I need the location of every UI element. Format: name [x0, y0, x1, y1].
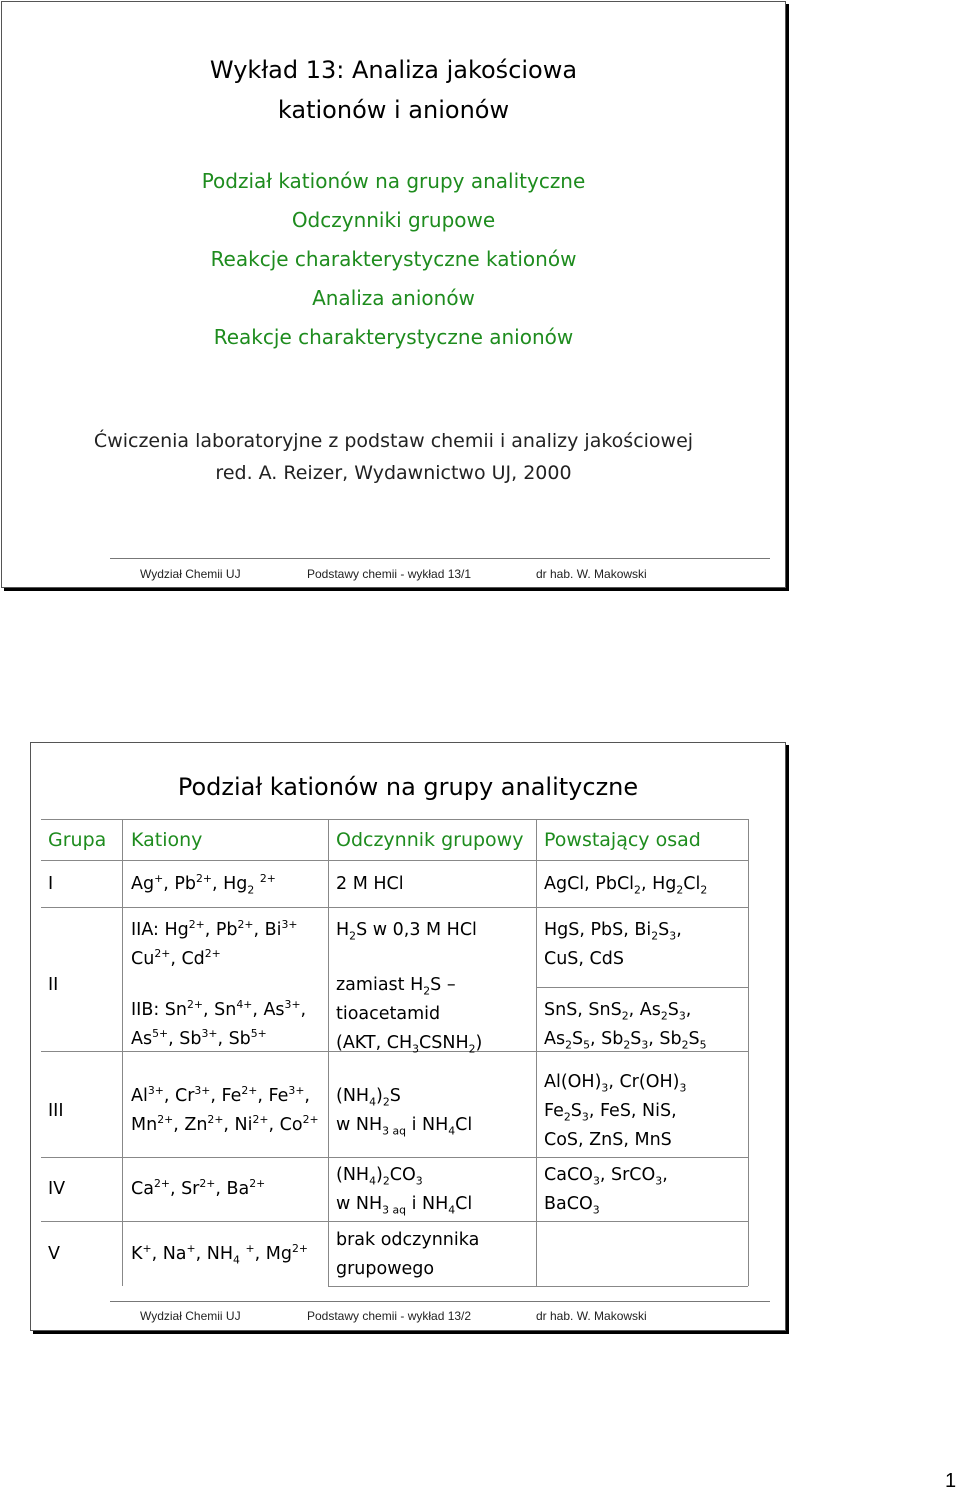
- topic-item: Podział kationów na grupy analityczne: [201, 169, 586, 193]
- group-label-v: V: [48, 1244, 60, 1264]
- footer-divider: [110, 558, 770, 559]
- footer-right: dr hab. W. Makowski: [536, 1309, 647, 1323]
- reagent-group-i: 2 M HCl: [336, 874, 404, 894]
- cations-group-v: K+, Na+, $NH_4$ +, $Mg^{2+}$: [131, 1242, 308, 1267]
- footer-divider: [110, 1301, 770, 1302]
- reagent-group-v: brak odczynnika grupowego: [336, 1230, 480, 1279]
- precipitate-group-iii: $Al(OH)_3$, $Cr(OH)_3$ $Fe_2S_3$, FeS, NiS, CoS, ZnS, MnS: [544, 1072, 687, 1150]
- reagent-group-iv: $(NH_4)_2CO_3$ w $NH_{3 aq}$ i $NH_4Cl$: [336, 1165, 473, 1217]
- column-header-precipitate: Powstający osad: [544, 829, 701, 851]
- topic-item: Analiza anionów: [312, 286, 475, 310]
- cations-group-iv: $Ca^{2+}$, $Sr^{2+}$, $Ba^{2+}$: [131, 1177, 266, 1199]
- column-header-group: Grupa: [48, 829, 107, 851]
- topic-item: Reakcje charakterystyczne kationów: [210, 247, 577, 271]
- group-label-i: I: [48, 874, 54, 894]
- footer-center: Podstawy chemii - wykład 13/1: [307, 567, 472, 581]
- group-label-iii: III: [48, 1101, 64, 1121]
- reference-line1: Ćwiczenia laboratoryjne z podstaw chemii i analizy jakościowej: [93, 430, 694, 452]
- reference-line2: red. A. Reizer, Wydawnictwo UJ, 2000: [215, 462, 572, 484]
- topic-item: Odczynniki grupowe: [291, 208, 496, 232]
- reagent-group-ii: $H_2S$ w 0,3 M HCl: [336, 920, 477, 943]
- column-header-reagent: Odczynnik grupowy: [336, 829, 524, 851]
- footer-right: dr hab. W. Makowski: [536, 567, 647, 581]
- precipitate-group-iia: HgS, PbS, $Bi_2S_3$, CuS, CdS: [544, 920, 682, 969]
- slide-title: Podział kationów na grupy analityczne: [177, 773, 639, 801]
- precipitate-group-iv: CaCO$_3$, SrCO$_3$, BaCO$_3$: [544, 1165, 668, 1217]
- cations-group-i: Ag+, $Pb^{2+}$, $Hg_2$ $^{2+}$: [131, 872, 276, 897]
- slide-2: [30, 742, 786, 1331]
- reagent-group-iii: $(NH_4)_2S$ w $NH_{3 aq}$ i $NH_4Cl$: [336, 1086, 473, 1138]
- reagent-alternative-group-ii: zamiast $H_2S$ – tioacetamid (AKT, $CH_3CSNH_2$): [336, 975, 483, 1056]
- slide-1: [1, 1, 786, 588]
- cations-group-iia: IIA: $Hg^{2+}$, $Pb^{2+}$, $Bi^{3+}$ $Cu^{2+}$, $Cd^{2+}$: [131, 918, 298, 969]
- footer-left: Wydział Chemii UJ: [140, 567, 241, 581]
- footer-center: Podstawy chemii - wykład 13/2: [307, 1309, 472, 1323]
- precipitate-group-iib: SnS, SnS$_2$, $As_2S_3$, $As_2S_5$, $Sb_2S_3$, $Sb_2S_5$: [544, 1000, 707, 1052]
- page-number: 1: [945, 1470, 957, 1492]
- column-header-cations: Kationy: [131, 829, 203, 851]
- footer-left: Wydział Chemii UJ: [140, 1309, 241, 1323]
- cations-group-iib: IIB: $Sn^{2+}$, $Sn^{4+}$, $As^{3+}$, $As^{5+}$, $Sb^{3+}$, $Sb^{5+}$: [131, 998, 307, 1049]
- lecture-title-line2: kationów i anionów: [277, 96, 510, 124]
- group-label-ii: II: [48, 975, 59, 995]
- topic-item: Reakcje charakterystyczne anionów: [213, 325, 574, 349]
- precipitate-group-i: AgCl, PbCl$_2$, $Hg_2Cl_2$: [544, 874, 708, 897]
- cations-group-iii: $Al^{3+}$, $Cr^{3+}$, $Fe^{2+}$, $Fe^{3+}$, $Mn^{2+}$, $Zn^{2+}$, $Ni^{2+}$, $Co^{2+}$: [131, 1084, 319, 1135]
- lecture-title-line1: Wykład 13: Analiza jakościowa: [209, 56, 578, 84]
- group-label-iv: IV: [48, 1179, 66, 1199]
